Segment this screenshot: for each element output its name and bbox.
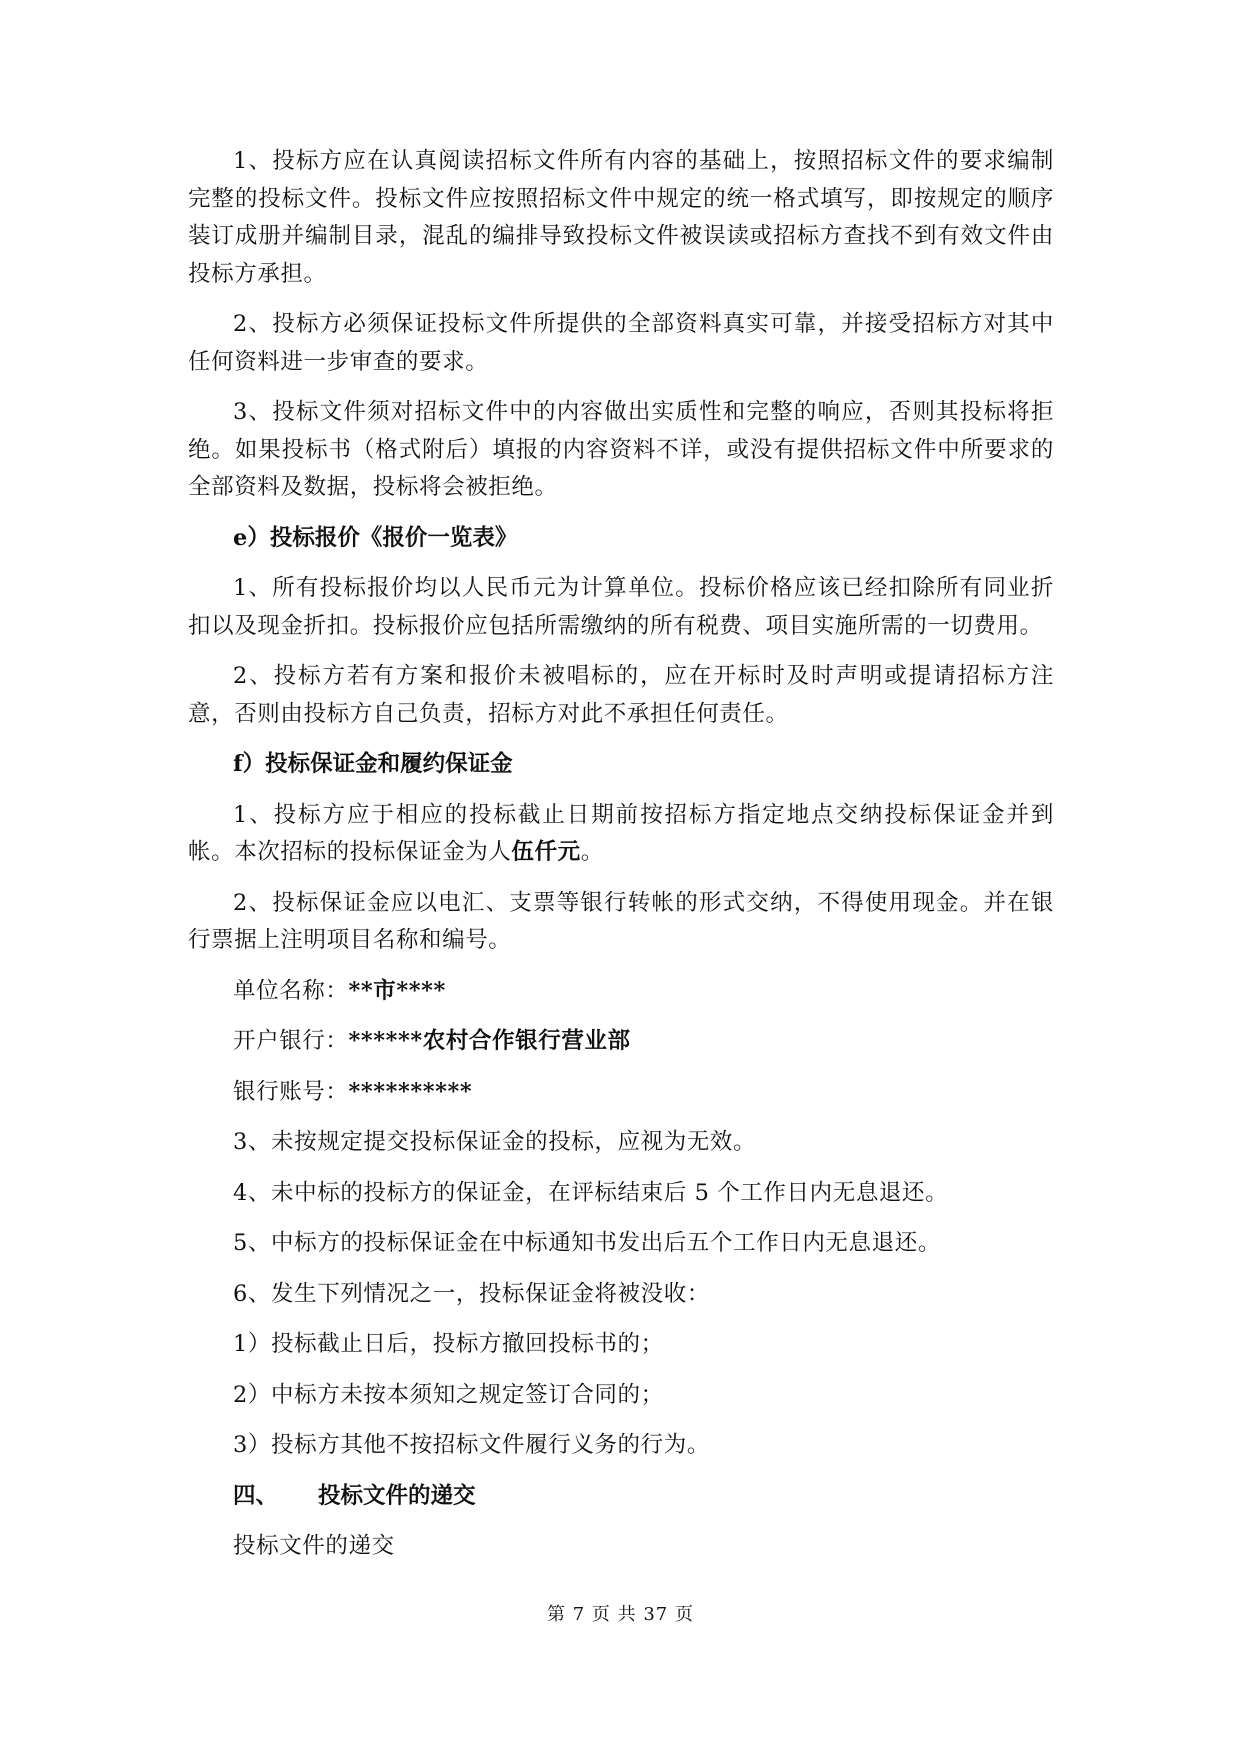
account-name-value: **市**** [348, 977, 446, 1004]
section-4-title: 投标文件的递交 [318, 1482, 476, 1509]
section-f-heading: f）投标保证金和履约保证金 [233, 751, 513, 777]
bank-line [188, 1023, 1054, 1061]
paragraph-pricing-1: 1、所有投标报价均以人民币元为计算单位。投标价格应该已经扣除所有同业折扣以及现金折扣。投标报价应包括所需缴纳的所有税费、项目实施所需的一切费用。 [188, 575, 1054, 639]
account-number-line [188, 1074, 1054, 1112]
deposit-text: 1、投标方应于相应的投标截止日期前按招标方指定地点交纳投标保证金并到帐。本次招标的投标保证金为人 [188, 801, 1054, 865]
section-4-number: 四、 [233, 1482, 279, 1509]
page-footer: 第 7 页 共 37 页 [547, 1604, 694, 1625]
section-4-body: 投标文件的递交 [233, 1533, 395, 1559]
forfeit-item-3: 3）投标方其他不按招标文件履行义务的行为。 [233, 1432, 710, 1458]
account-name-line [188, 973, 1054, 1011]
bank-label: 开户银行： [233, 1028, 349, 1054]
account-number-label: 银行账号： [233, 1078, 349, 1105]
paragraph-deposit-2: 2、投标保证金应以电汇、支票等银行转帐的形式交纳，不得使用现金。并在银行票据上注明项目名称和编号。 [188, 889, 1054, 953]
paragraph-deposit-3: 3、未按规定提交投标保证金的投标，应视为无效。 [233, 1129, 757, 1155]
forfeit-item-1: 1）投标截止日后，投标方撤回投标书的； [233, 1331, 664, 1357]
paragraph-deposit-5: 5、中标方的投标保证金在中标通知书发出后五个工作日内无息退还。 [233, 1230, 941, 1256]
paragraph-requirements-2: 2、投标方必须保证投标文件所提供的全部资料真实可靠，并接受招标方对其中任何资料进一步审查的要求。 [188, 311, 1054, 375]
paragraph-deposit-4: 4、未中标的投标方的保证金，在评标结束后 5 个工作日内无息退还。 [233, 1179, 949, 1206]
account-number-value: ********** [348, 1078, 473, 1105]
account-name-label: 单位名称： [233, 977, 349, 1004]
deposit-amount: 伍仟元 [511, 839, 581, 865]
section-4-heading [188, 1478, 1054, 1516]
forfeit-item-2: 2）中标方未按本须知之规定签订合同的； [233, 1381, 664, 1408]
paragraph-deposit-1 [188, 797, 1054, 872]
document-body [188, 143, 1054, 1579]
deposit-text-end: 。 [580, 839, 604, 865]
section-e-heading: e）投标报价《报价一览表》 [233, 524, 518, 551]
paragraph-pricing-2: 2、投标方若有方案和报价未被唱标的，应在开标时及时声明或提请招标方注意，否则由投标方自己负责，招标方对此不承担任何责任。 [188, 663, 1054, 727]
paragraph-deposit-6: 6、发生下列情况之一，投标保证金将被没收： [233, 1280, 710, 1307]
bank-value: ******农村合作银行营业部 [348, 1028, 631, 1054]
paragraph-requirements-1: 1、投标方应在认真阅读招标文件所有内容的基础上，按照招标文件的要求编制完整的投标文件。投标文件应按照招标文件中规定的统一格式填写，即按规定的顺序装订成册并编制目录，混乱的编排导致投标文件被误读或招标方查找不到有效文件由投标方承担。 [188, 148, 1054, 287]
paragraph-requirements-3: 3、投标文件须对招标文件中的内容做出实质性和完整的响应，否则其投标将拒绝。如果投标书（格式附后）填报的内容资料不详，或没有提供招标文件中所要求的全部资料及数据，投标将会被拒绝。 [188, 399, 1054, 500]
